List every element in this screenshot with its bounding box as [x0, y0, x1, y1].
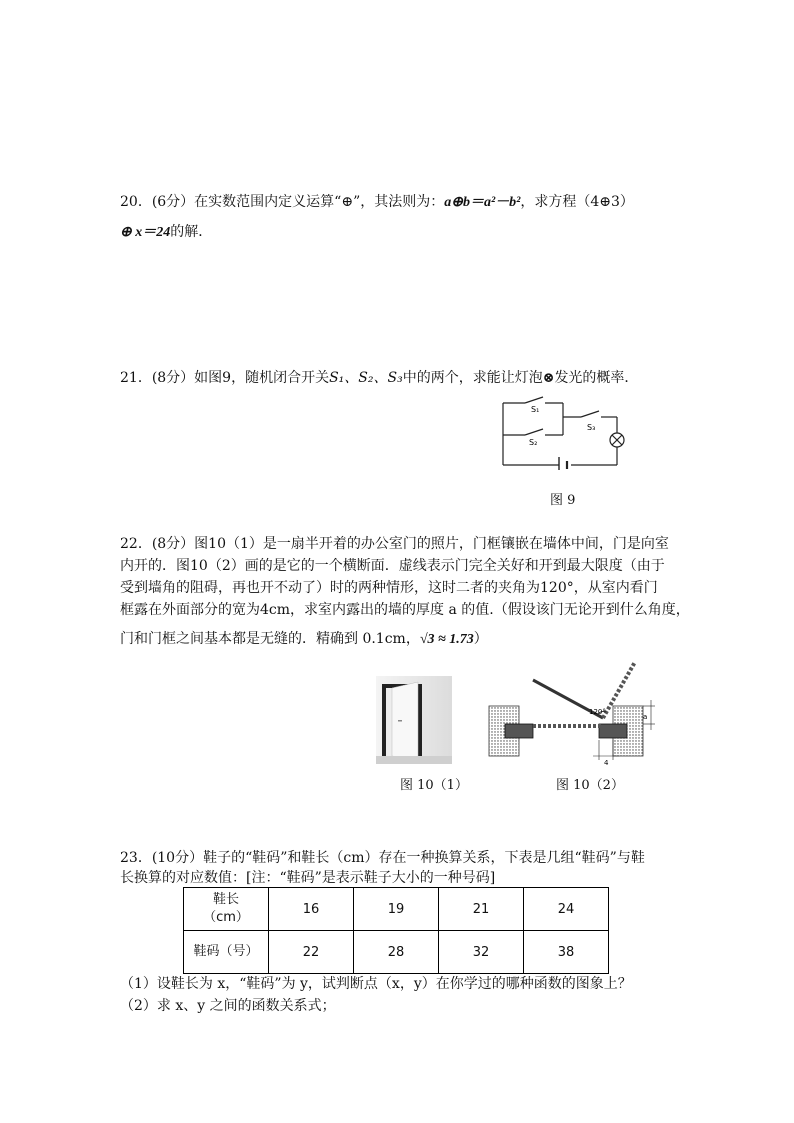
q22-line4: 框露在外面部分的宽为4cm，求室内露出的墙的厚度 a 的值.（假设该门无论开到什么角度，: [120, 602, 690, 618]
fig9-caption: 图 9: [550, 493, 576, 508]
q20-equation: ⊕ x＝24: [120, 225, 171, 240]
row-header-length: 鞋长 （cm）: [184, 888, 269, 931]
thickness-a-label: a: [643, 713, 648, 721]
sqrt3-approx: √3 ≈ 1.73: [419, 632, 474, 647]
fig10-2-caption: 图 10（2）: [556, 778, 624, 793]
table-row: [184, 931, 609, 974]
bulb-symbol-icon: ⊗: [542, 370, 555, 386]
q22-line3: 受到墙角的阻碍，再也开不动了）时的两种情形，这时二者的夹角为120°，从室内看门: [120, 580, 658, 596]
door-photo: [376, 676, 452, 764]
table-cell: 19: [354, 888, 439, 931]
shoe-size-table: [183, 887, 609, 974]
table-row: [184, 888, 609, 931]
width-4-label: 4: [604, 759, 609, 766]
q23-sub1: （1）设鞋长为 x，“鞋码”为 y，试判断点（x，y）在你学过的哪种函数的图象上？: [120, 976, 632, 992]
circuit-diagram-fig9: [495, 395, 635, 470]
table-cell: 24: [524, 888, 609, 931]
q22-line1: 22．(8分）图10（1）是一扇半开着的办公室门的照片，门框镶嵌在墙体中间，门是向室: [120, 536, 669, 552]
q20-line2: ⊕ x＝24的解．: [120, 224, 213, 240]
q21-text: 21．(8分）如图9，随机闭合开关S₁、S₂、S₃中的两个，求能让灯泡⊗发光的概率．: [120, 370, 639, 386]
q20-formula: a⊕b＝a²－b²: [444, 195, 521, 210]
table-cell: 32: [439, 931, 524, 974]
table-cell: 16: [269, 888, 354, 931]
row-header-size: 鞋码（号）: [184, 931, 269, 974]
q23-line1: 23．(10分）鞋子的“鞋码”和鞋长（cm）存在一种换算关系，下表是几组“鞋码”与鞋: [120, 850, 645, 866]
switch-s1-label: S₁: [531, 405, 540, 414]
table-cell: 38: [524, 931, 609, 974]
switch-s2-label: S₂: [529, 438, 538, 447]
q22-line2: 内开的．图10（2）画的是它的一个横断面．虚线表示门完全关好和开到最大限度（由于: [120, 558, 665, 574]
table-cell: 28: [354, 931, 439, 974]
table-cell: 21: [439, 888, 524, 931]
q22-line5: 门和门框之间基本都是无缝的．精确到 0.1cm，√3 ≈ 1.73）: [120, 631, 488, 647]
door-cross-section-fig10-2: [485, 656, 665, 766]
fig10-1-caption: 图 10（1）: [400, 778, 468, 793]
table-cell: 22: [269, 931, 354, 974]
q20-line1: 20．(6分）在实数范围内定义运算“⊕”，其法则为：a⊕b＝a²－b²，求方程（4⊕3）: [120, 194, 634, 210]
q21-switches: S₁、S₂、S₃: [329, 370, 403, 386]
q23-line2: 长换算的对应数值：[注：“鞋码”是表示鞋子大小的一种号码]: [120, 870, 496, 886]
q23-sub2: （2）求 x、y 之间的函数关系式；: [120, 998, 336, 1014]
angle-label: 120°: [589, 708, 606, 716]
switch-s3-label: S₃: [587, 423, 596, 432]
